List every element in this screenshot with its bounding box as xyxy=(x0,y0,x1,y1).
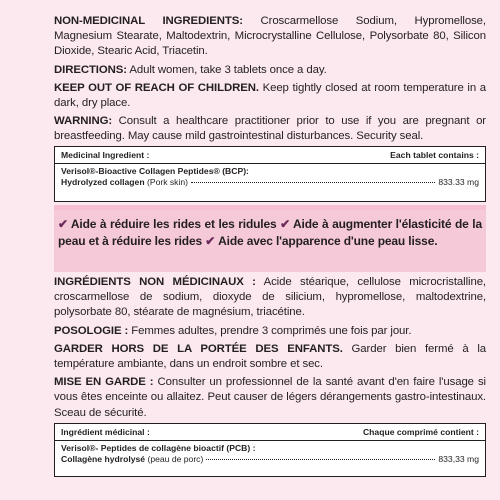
fr-warning-heading: MISE EN GARDE : xyxy=(54,376,154,389)
en-ingredient-name: Hydrolyzed collagen xyxy=(61,177,145,187)
check-icon: ✔ xyxy=(280,217,291,231)
en-storage-text: Keep tightly closed at room temperature in a dark, dry place. xyxy=(54,81,486,110)
fr-warning-text: Consulter un professionnel de la santé avant d'en faire l'usage si vous êtes enceinte ou allaitez. Peut causer de légers dérangements gastro-intestinaux. Sceau de sécurité. xyxy=(54,376,486,419)
en-col-amount: Each tablet contains : xyxy=(390,150,479,160)
fr-col-amount: Chaque comprimé contient : xyxy=(362,427,479,437)
claims-paragraph xyxy=(58,216,482,249)
fr-table-header xyxy=(55,424,485,441)
en-col-ingredient: Medicinal Ingredient : xyxy=(61,150,150,160)
fr-directions-paragraph xyxy=(54,324,486,339)
fr-storage-paragraph xyxy=(54,342,486,372)
en-ingredient-row xyxy=(55,177,485,190)
fr-non-medicinal-text: Acide stéarique, cellulose microcristalline, croscarmellose de sodium, dioxyde de silicium, hypromellose, maltodextrine, polysorbate 80, stéarate de magnésium, triacétine. xyxy=(54,276,486,319)
en-brand-line: Verisol®-Bioactive Collagen Peptides® (BCP): xyxy=(61,166,249,176)
french-section xyxy=(54,275,486,424)
fr-storage-text: Garder bien fermé à la température ambiante, dans un endroit sombre et sec. xyxy=(54,342,486,371)
en-directions-paragraph xyxy=(54,63,486,78)
check-icon: ✔ xyxy=(58,217,68,231)
fr-directions-text: Femmes adultes, prendre 3 comprimés une fois par jour. xyxy=(131,324,412,337)
fr-ingredient-name: Collagène hydrolysé xyxy=(61,454,146,464)
en-directions-heading: DIRECTIONS: xyxy=(54,63,127,76)
fr-non-medicinal-paragraph xyxy=(54,275,486,321)
fr-brand-line: Verisol®- Peptides de collagène bioactif (PCB) : xyxy=(61,443,256,453)
en-non-medicinal-paragraph xyxy=(54,14,486,60)
fr-directions-heading: POSOLOGIE : xyxy=(54,324,129,337)
en-non-medicinal-heading: NON-MEDICINAL INGREDIENTS: xyxy=(54,15,243,27)
fr-dot-leader xyxy=(206,459,435,460)
fr-medicinal-table xyxy=(54,423,486,477)
fr-ingredient-row xyxy=(55,454,485,467)
en-ingredient-source: (Pork skin) xyxy=(146,177,189,187)
fr-ingredient-amount: 833,33 mg xyxy=(438,454,479,464)
en-storage-heading: KEEP OUT OF REACH OF CHILDREN. xyxy=(54,81,259,94)
en-dot-leader xyxy=(191,182,435,183)
en-warning-heading: WARNING: xyxy=(54,115,113,128)
en-ingredient-amount: 833.33 mg xyxy=(438,177,479,187)
en-directions-text: Adult women, take 3 tablets once a day. xyxy=(129,63,327,76)
en-warning-text: Consult a healthcare practitioner prior to use if you are pregnant or breastfeeding. May cause mild gastrointestinal disturbances. Security seal. xyxy=(54,115,486,143)
english-section xyxy=(54,14,486,148)
en-storage-paragraph xyxy=(54,81,486,111)
fr-ingredient-source: (peau de porc) xyxy=(147,454,204,464)
fr-storage-heading: GARDER HORS DE LA PORTÉE DES ENFANTS. xyxy=(54,342,343,355)
claim-2: Aide à augmenter l'élasticité de la peau et à réduire les rides xyxy=(58,217,482,248)
claims-band xyxy=(54,205,486,272)
fr-warning-paragraph xyxy=(54,375,486,421)
claim-1: Aide à réduire les rides et les ridules xyxy=(70,217,277,231)
en-non-medicinal-text: Croscarmellose Sodium, Hypromellose, Magnesium Stearate, Maltodextrin, Microcrystalline Cellulose, Polysorbate 80, Silicon Dioxide, Stearic Acid, Triacetin. xyxy=(54,15,486,58)
en-table-header xyxy=(55,147,485,164)
check-icon: ✔ xyxy=(205,233,216,248)
en-medicinal-table xyxy=(54,146,486,202)
claim-3: Aide avec l'apparence d'une peau lisse. xyxy=(218,233,438,248)
fr-non-medicinal-heading: INGRÉDIENTS NON MÉDICINAUX : xyxy=(54,276,256,288)
en-warning-paragraph xyxy=(54,114,486,144)
fr-col-ingredient: Ingrédient médicinal : xyxy=(61,427,150,437)
